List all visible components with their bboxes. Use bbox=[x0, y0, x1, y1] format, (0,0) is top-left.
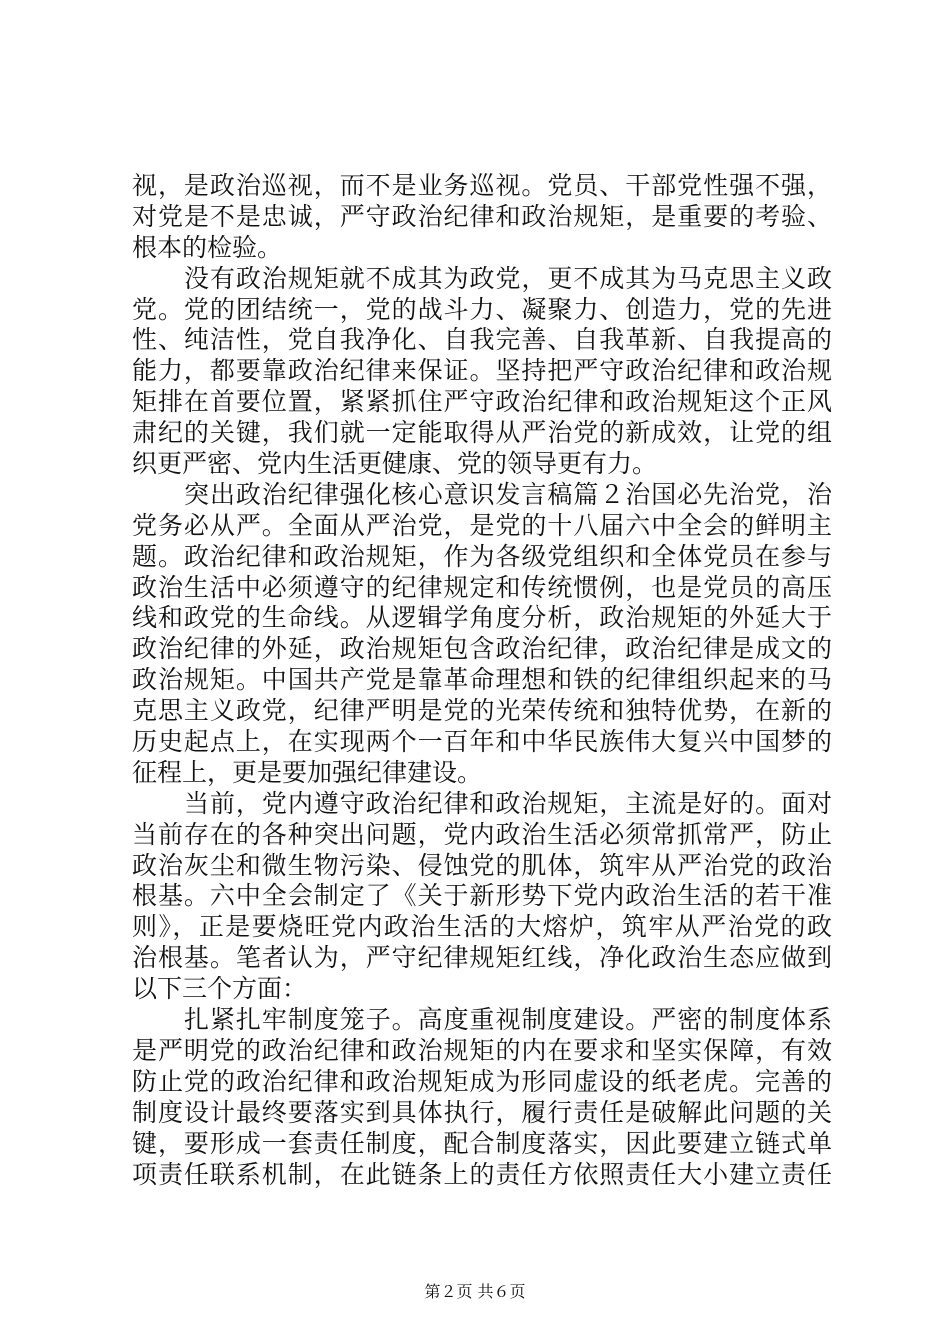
text-line: 突出政治纪律强化核心意识发言稿篇２治国必先治党，治 bbox=[184, 479, 832, 509]
text-line: 性、纯洁性，党自我净化、自我完善、自我革新、自我提高的 bbox=[132, 325, 832, 355]
text-line: 政治规矩。中国共产党是靠革命理想和铁的纪律组织起来的马 bbox=[132, 665, 832, 695]
text-line: 没有政治规矩就不成其为政党，更不成其为马克思主义政 bbox=[184, 263, 832, 293]
text-line: 征程上，更是要加强纪律建设。 bbox=[132, 757, 483, 787]
paragraph bbox=[132, 480, 832, 789]
paragraph bbox=[132, 1005, 832, 1190]
paragraph bbox=[132, 789, 832, 1005]
text-line: 能力，都要靠政治纪律来保证。坚持把严守政治纪律和政治规 bbox=[132, 356, 832, 386]
text-line: 政治纪律的外延，政治规矩包含政治纪律，政治纪律是成文的 bbox=[132, 634, 832, 664]
text-line: 当前存在的各种突出问题，党内政治生活必须常抓常严，防止 bbox=[132, 819, 832, 849]
text-line: 防止党的政治纪律和政治规矩成为形同虚设的纸老虎。完善的 bbox=[132, 1066, 832, 1096]
text-line: 党。党的团结统一，党的战斗力、凝聚力、创造力，党的先进 bbox=[132, 294, 832, 324]
text-line: 线和政党的生命线。从逻辑学角度分析，政治规矩的外延大于 bbox=[132, 603, 832, 633]
text-line: 政治灰尘和微生物污染、侵蚀党的肌体，筑牢从严治党的政治 bbox=[132, 850, 832, 880]
text-line: 历史起点上，在实现两个一百年和中华民族伟大复兴中国梦的 bbox=[132, 727, 832, 757]
text-line: 对党是不是忠诚，严守政治纪律和政治规矩，是重要的考验、 bbox=[132, 201, 832, 231]
text-line: 制度设计最终要落实到具体执行，履行责任是破解此问题的关 bbox=[132, 1097, 832, 1127]
text-line: 以下三个方面： bbox=[132, 974, 308, 1004]
text-line: 题。政治纪律和政治规矩，作为各级党组织和全体党员在参与 bbox=[132, 541, 832, 571]
text-line: 根基。六中全会制定了《关于新形势下党内政治生活的若干准 bbox=[132, 881, 832, 911]
text-line: 扎紧扎牢制度笼子。高度重视制度建设。严密的制度体系 bbox=[184, 1005, 832, 1035]
text-line: 政治生活中必须遵守的纪律规定和传统惯例，也是党员的高压 bbox=[132, 572, 832, 602]
page-indicator: 第２页 共６页 bbox=[424, 1282, 526, 1301]
paragraph bbox=[132, 264, 832, 480]
text-line: 根本的检验。 bbox=[132, 232, 283, 262]
text-line: 党务必从严。全面从严治党，是党的十八届六中全会的鲜明主 bbox=[132, 510, 832, 540]
document-body bbox=[132, 171, 832, 1190]
text-line: 当前，党内遵守政治纪律和政治规矩，主流是好的。面对 bbox=[184, 788, 832, 818]
text-line: 是严明党的政治纪律和政治规矩的内在要求和坚实保障，有效 bbox=[132, 1035, 832, 1065]
text-line: 键，要形成一套责任制度，配合制度落实，因此要建立链式单 bbox=[132, 1128, 832, 1158]
text-line: 克思主义政党，纪律严明是党的光荣传统和独特优势，在新的 bbox=[132, 696, 832, 726]
text-line: 肃纪的关键，我们就一定能取得从严治党的新成效，让党的组 bbox=[132, 418, 832, 448]
text-line: 项责任联系机制，在此链条上的责任方依照责任大小建立责任 bbox=[132, 1159, 832, 1189]
text-line: 则》，正是要烧旺党内政治生活的大熔炉，筑牢从严治党的政 bbox=[132, 912, 832, 942]
text-line: 矩排在首要位置，紧紧抓住严守政治纪律和政治规矩这个正风 bbox=[132, 387, 832, 417]
page-footer bbox=[0, 1279, 950, 1302]
text-line: 治根基。笔者认为，严守纪律规矩红线，净化政治生态应做到 bbox=[132, 943, 832, 973]
text-line: 织更严密、党内生活更健康、党的领导更有力。 bbox=[132, 449, 658, 479]
paragraph bbox=[132, 171, 832, 264]
text-line: 视，是政治巡视，而不是业务巡视。党员、干部党性强不强， bbox=[132, 171, 832, 200]
